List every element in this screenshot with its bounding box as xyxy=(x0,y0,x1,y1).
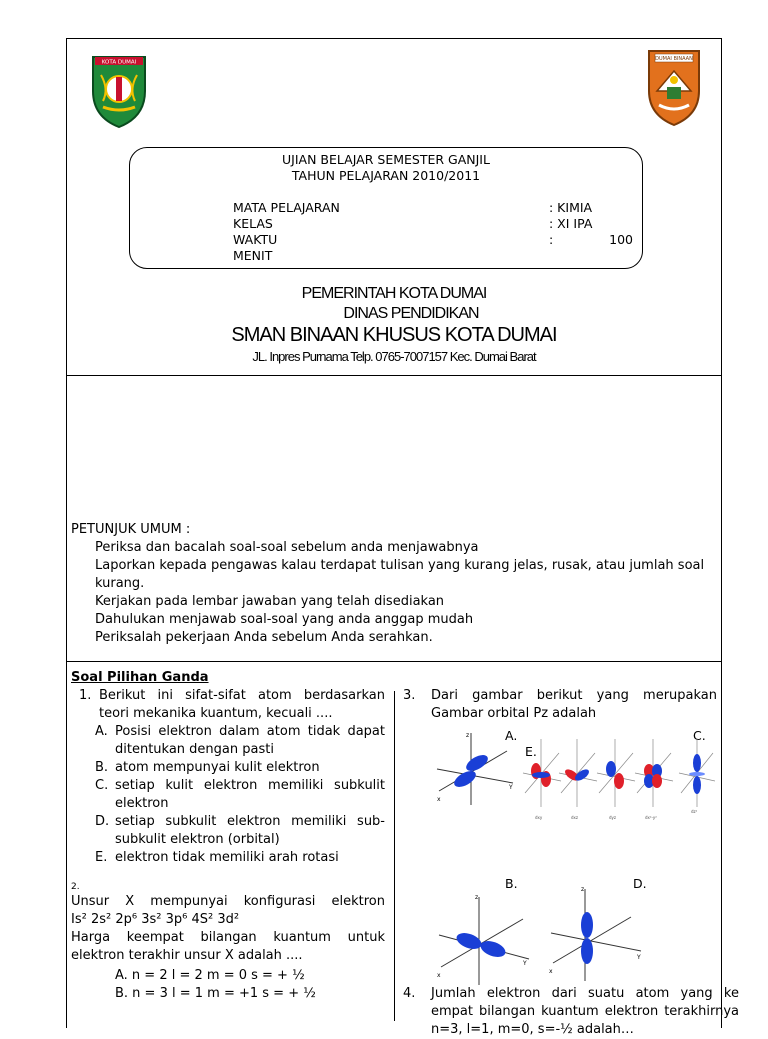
time-label: WAKTU xyxy=(233,232,278,247)
question-4 xyxy=(403,985,739,1039)
column-divider xyxy=(394,691,395,1021)
svg-text:z: z xyxy=(466,732,470,739)
orbital-strip-diagram xyxy=(519,733,715,823)
time-value: 100 xyxy=(609,232,633,247)
question-2-number: 2. xyxy=(71,882,80,892)
class-value: : XI IPA xyxy=(549,216,593,231)
exam-title-line2: TAHUN PELAJARAN 2010/2011 xyxy=(291,168,481,183)
q2-option-a: A. n = 2 l = 2 m = 0 s = + ½ xyxy=(115,968,305,983)
svg-text:dx²-y²: dx²-y² xyxy=(645,815,657,820)
svg-text:dxz: dxz xyxy=(571,815,579,820)
gov-title: PEMERINTAH KOTA DUMAI xyxy=(301,285,487,302)
svg-text:Y: Y xyxy=(509,784,513,791)
question-number: 1. xyxy=(79,688,92,703)
q2-option-b: B. n = 3 l = 1 m = +1 s = + ½ xyxy=(115,986,316,1001)
instruction-item: Periksalah pekerjaan Anda sebelum Anda serahkan. xyxy=(95,630,433,645)
subject-label: MATA PELAJARAN xyxy=(233,200,340,215)
exam-info-box xyxy=(129,147,643,269)
divider-header xyxy=(67,375,721,376)
school-name: SMAN BINAAN KHUSUS KOTA DUMAI xyxy=(231,324,557,346)
class-label: KELAS xyxy=(233,216,273,231)
orbital-a-diagram xyxy=(433,729,517,809)
question-number: 4. xyxy=(403,986,416,1001)
option-b: B. atom mempunyai kulit elektron xyxy=(95,760,320,775)
svg-text:x: x xyxy=(437,796,441,803)
subject-value: : KIMIA xyxy=(549,200,593,215)
gov-department: DINAS PENDIDIKAN xyxy=(343,305,479,322)
crest-left-label: KOTA DUMAI xyxy=(101,59,137,66)
kota-dumai-crest-icon xyxy=(89,51,149,129)
time-colon: : xyxy=(549,232,554,247)
question-text: Jumlah elektron dari suatu atom yang ke empat bilangan kuantum elektron terakhirnya n=3, l=1, m=0, s=-½ adalah… xyxy=(431,986,739,1037)
time-unit: MENIT xyxy=(233,248,273,263)
option-c: C. setiap kulit elektron memiliki subkulit elektron xyxy=(95,778,385,811)
crest-right-label: DUMAI BINAAN xyxy=(655,56,693,62)
school-address: JL. Inpres Purnama Telp. 0765-7007157 Kec. Dumai Barat xyxy=(252,349,536,364)
q3-label-c: C. xyxy=(693,728,706,743)
svg-text:z: z xyxy=(475,894,479,901)
question-2-config: Is² 2s² 2p⁶ 3s² 3p⁶ 4S² 3d² xyxy=(71,912,240,927)
section-title: Soal Pilihan Ganda xyxy=(71,670,209,685)
instruction-item: Kerjakan pada lembar jawaban yang telah disediakan xyxy=(95,594,445,609)
sman-binaan-crest-icon xyxy=(645,47,703,127)
option-d: D. setiap subkulit elektron memiliki sub-subkulit elektron (orbital) xyxy=(95,814,385,847)
exam-title-line1: UJIAN BELAJAR SEMESTER GANJIL xyxy=(282,152,490,167)
svg-text:dxy: dxy xyxy=(535,815,543,820)
orbital-d-diagram xyxy=(547,881,647,985)
question-2-text1: Unsur X mempunyai konfigurasi elektron xyxy=(71,894,385,909)
svg-text:dyz: dyz xyxy=(609,815,617,820)
question-text: Dari gambar berikut yang merupakan Gambar orbital Pz adalah xyxy=(431,688,717,721)
question-2-text2: Harga keempat bilangan kuantum untuk elektron terakhir unsur X adalah .... xyxy=(71,930,385,963)
left-column xyxy=(71,687,385,1003)
q3-label-d: D. xyxy=(633,876,647,891)
svg-text:Y: Y xyxy=(637,954,641,961)
svg-text:x: x xyxy=(549,968,553,975)
option-e: E. elektron tidak memiliki arah rotasi xyxy=(95,850,339,865)
question-1 xyxy=(71,687,385,723)
question-number: 3. xyxy=(403,688,416,703)
q3-label-a: A. xyxy=(505,728,518,743)
question-text: Berikut ini sifat-sifat atom berdasarkan teori mekanika kuantum, kecuali .... xyxy=(99,688,385,721)
q3-label-b: B. xyxy=(505,876,518,891)
exam-page xyxy=(66,38,739,1037)
svg-text:dz²: dz² xyxy=(691,809,698,814)
q3-label-e: E. xyxy=(525,744,537,759)
divider-instructions xyxy=(67,661,721,662)
svg-text:z: z xyxy=(581,886,585,893)
instructions-title: PETUNJUK UMUM : xyxy=(71,522,191,537)
question-3 xyxy=(403,687,717,723)
right-column xyxy=(403,687,717,723)
orbital-b-diagram xyxy=(433,889,533,989)
svg-text:Y: Y xyxy=(523,960,527,967)
instruction-item: Laporkan kepada pengawas kalau terdapat tulisan yang kurang jelas, rusak, atau jumlah soal kurang. xyxy=(95,558,705,591)
instructions xyxy=(71,521,721,647)
instruction-item: Dahulukan menjawab soal-soal yang anda anggap mudah xyxy=(95,612,474,627)
svg-text:x: x xyxy=(437,972,441,979)
option-a: A. Posisi elektron dalam atom tidak dapat ditentukan dengan pasti xyxy=(95,724,385,757)
instruction-item: Periksa dan bacalah soal-soal sebelum anda menjawabnya xyxy=(95,540,479,555)
